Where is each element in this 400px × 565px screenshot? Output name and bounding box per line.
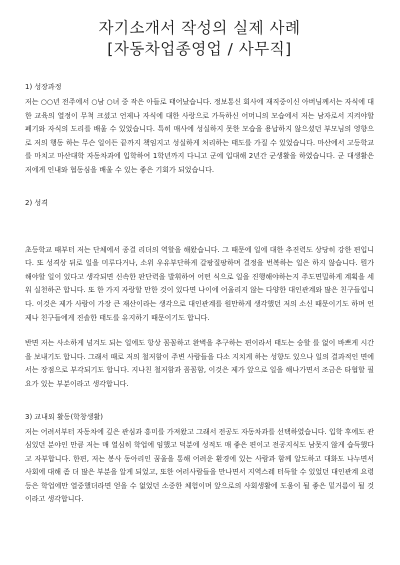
document-title: 자기소개서 작성의 실제 사례 bbox=[98, 19, 301, 37]
section-paragraph: 반면 저는 사소하게 넘겨도 되는 일에도 항상 꼼꼼하고 완벽을 추구하는 편이라서 태도는 승할 를 없이 바쁘게 시간을 보내기도 합니다. 그래서 때로 저의 철저함이 주변 사람들을 다소 지치게 하는 성향도 있으나 일의 결과적인 면에서는 장점으로 부각되기도 합니다. 지나친 철저함과 꼼꼼함, 이것은 제가 앞으로 일을 해나가면서 조금은 타협할 필요가 있는 부분이라고 생각합니다. bbox=[25, 339, 374, 388]
section-heading: 1) 성장과정 bbox=[25, 83, 62, 91]
section-activities bbox=[25, 412, 374, 508]
section-paragraph: 저는 ○○년 전주에서 ○남 ○녀 중 작은 아들로 태어났습니다. 정보통신 회사에 재직중이신 아버님께서는 자식에 대한 교육의 열정이 무척 크셨고 언제나 자식에 대한 사랑으로 가득하신 어머니의 모습에서 저는 남자로서 지켜야할 폐기와 자식의 도리를 배울 수 있었습니다. 특히 매사에 성실하지 못한 모습을 용납하지 않으셨던 부모님의 영향으로 저의 행동 하는 무슨 일이든 끝까지 책임지고 성실하게 처리하는 태도를 가질 수 있었습니다. 마산에서 고등학교를 마치고 마산대학 자동차과에 입학하여 1학년까지 다니고 군에 입대해 2년간 군생활을 하였습니다. 군 대생활은 저에게 인내와 협동심을 배울 수 있는 좋은 기회가 되었습니다. bbox=[25, 98, 374, 174]
section-growth bbox=[25, 82, 374, 178]
section-heading: 3) 교내외 활동(학창생활) bbox=[25, 412, 103, 421]
document-subtitle: [자동차업종영업 / 사무직] bbox=[107, 40, 292, 58]
section-paragraph: 초등학교 때부터 저는 단체에서 종결 리더의 역할을 해왔습니다. 그 때문에 일에 대한 추진력도 상당히 강한 편입니다. 또 성격상 뒤로 일을 미루다거나, 소위 우유부단하게 갈팡질팡하며 결정을 번복하는 일은 하지 않습니다. 뭔가 해야할 일이 있다고 생각되면 신속한 판단력을 발휘하여 어떤 식으로 일을 진행해야하는지 주도면밀하게 계획을 세워 실천하곤 합니다. 또 한 가지 자랑할 만한 것이 있다면 나이에 어울리지 않는 다양한 대인관계와 많은 친구들입니다. 이것은 제가 사람이 가장 큰 재산이라는 생각으로 대인관계를 원만하게 생각했던 저의 소신 때문이기도 하며 언제나 친구들에게 진솔한 태도를 유지하기 때문이기도 합니다. bbox=[25, 245, 374, 322]
section-paragraph: 저는 어려서부터 자동차에 깊은 관심과 흥미를 가져왔고 그래서 전공도 자동차과를 선택하였습니다. 입학 후에도 관심있던 분야인 만큼 저는 매 열심히 학업에 임했고 덕분에 성적도 매 좋은 편이고 전공지식도 남못지 않게 습득했다고 자부합니다. 한편, 저는 봉사 동아리인 꿈울을 통해 어려운 환경에 있는 사람과 함께 알도하고 대화도 나누면서 사회에 대해 좀 더 많은 부분을 알게 되었고, 또한 여러사람들을 만나면서 지역스레 터득할 수 있었던 대인관계 요령 등은 학업에만 열중했더라면 얻을 수 없었던 소중한 체험이며 앞으로의 사회생활에 도움이 될 좋은 밑거름이 될 것이라고 생각합니다. bbox=[25, 427, 374, 504]
section-personality bbox=[25, 198, 374, 392]
section-heading: 2) 성격 bbox=[25, 198, 48, 207]
